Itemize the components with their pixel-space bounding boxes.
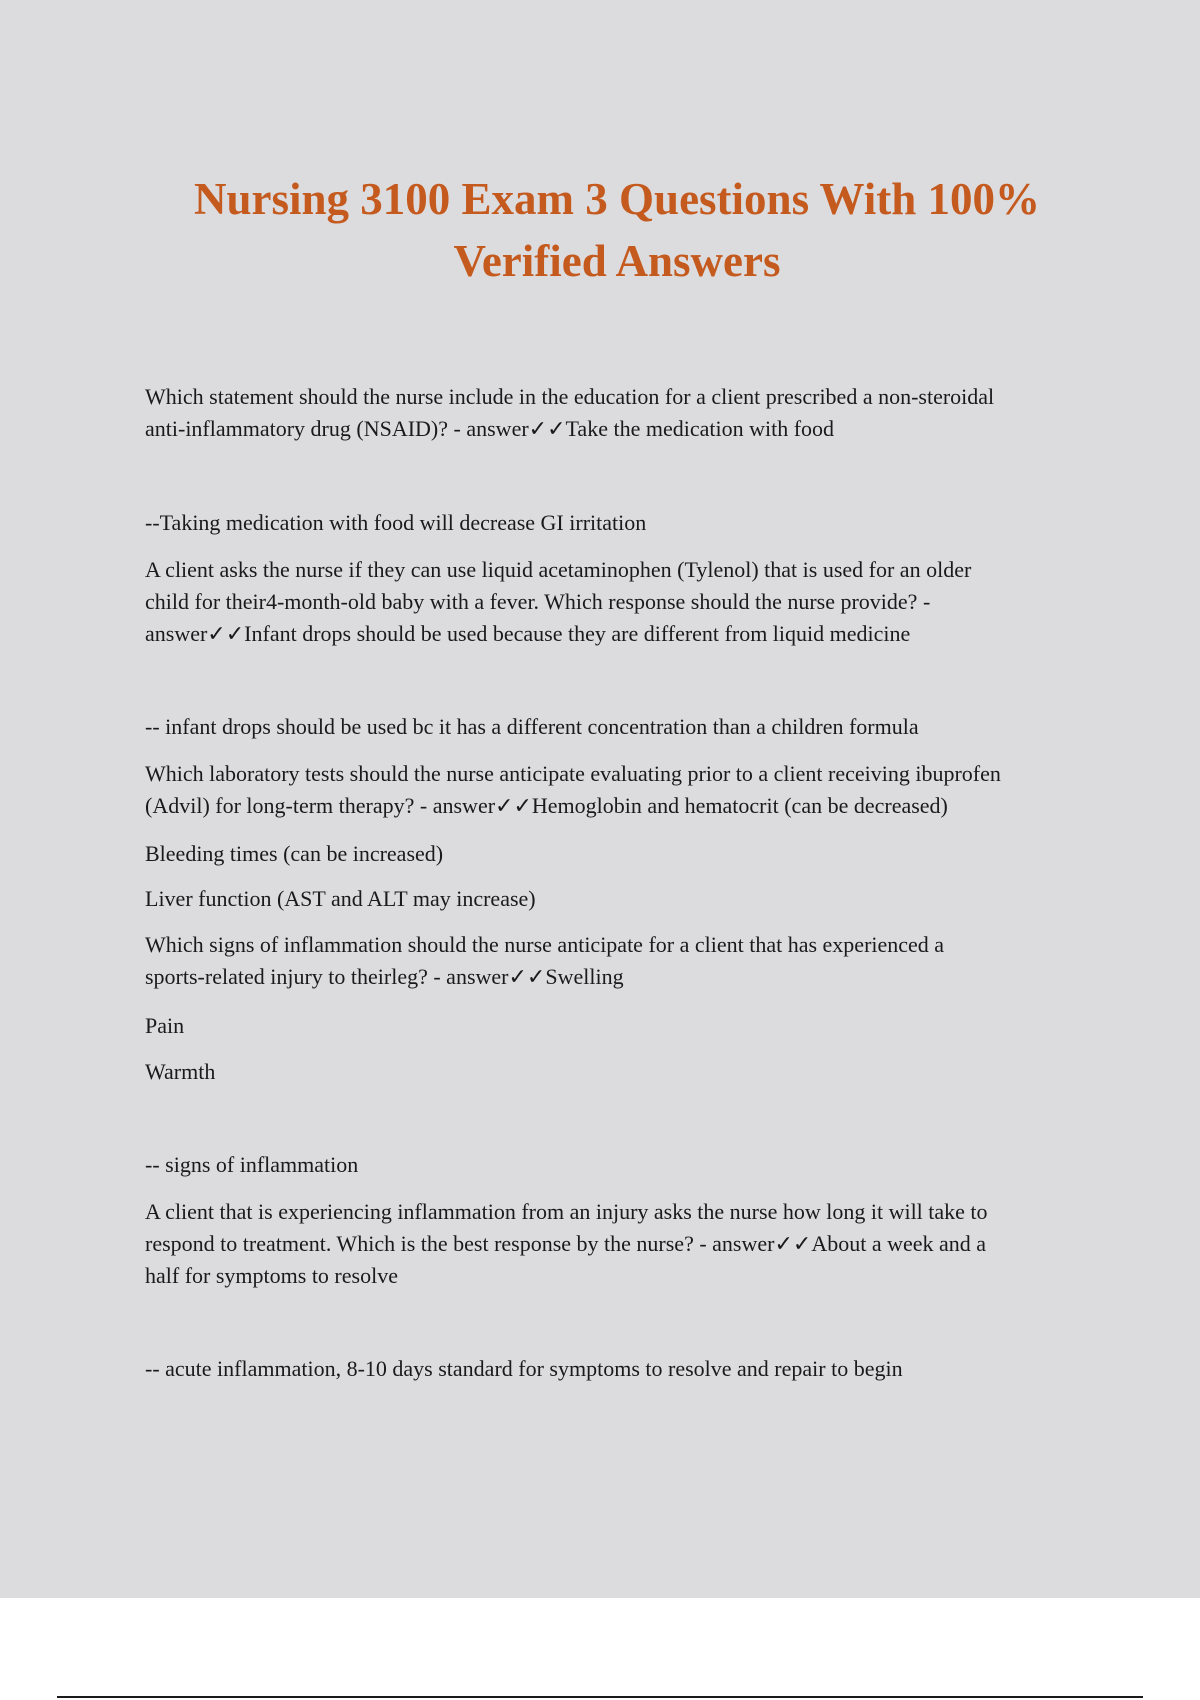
text-line: Warmth — [145, 1059, 216, 1084]
title-line: Nursing 3100 Exam 3 Questions With 100% — [194, 174, 1040, 224]
question-ibuprofen-labs — [145, 758, 1095, 822]
text-line: Pain — [145, 1013, 185, 1038]
text-line: half for symptoms to resolve — [145, 1263, 398, 1288]
question-treatment-duration — [145, 1196, 1095, 1292]
text-line: respond to treatment. Which is the best response by the nurse? - answer✓✓About a week and a — [145, 1231, 987, 1256]
text-line: -- infant drops should be used bc it has a different concentration than a children formula — [145, 714, 919, 739]
text-line: -- acute inflammation, 8-10 days standard for symptoms to resolve and repair to begin — [145, 1356, 903, 1381]
rationale-infant-drops — [145, 711, 1095, 743]
text-line: sports-related injury to theirleg? - answer✓✓Swelling — [145, 964, 624, 989]
text-line: answer✓✓Infant drops should be used because they are different from liquid medicine — [145, 621, 911, 646]
page-divider — [57, 1696, 1143, 1698]
text-line: child for their4-month-old baby with a fever. Which response should the nurse provide? - — [145, 589, 931, 614]
question-nsaid-education — [145, 381, 1095, 445]
answer-liver-function — [145, 883, 1095, 915]
document-title — [0, 168, 1200, 292]
answer-bleeding-times — [145, 838, 1095, 870]
title-line: Verified Answers — [453, 236, 781, 286]
rationale-inflammation-signs — [145, 1149, 1095, 1181]
rationale-nsaid — [145, 507, 1095, 539]
rationale-acute-inflammation — [145, 1353, 1095, 1385]
text-line: Which statement should the nurse include in the education for a client prescribed a non-steroidal — [145, 384, 995, 409]
text-line: (Advil) for long-term therapy? - answer✓✓Hemoglobin and hematocrit (can be decreased) — [145, 793, 948, 818]
text-line: Bleeding times (can be increased) — [145, 841, 444, 866]
text-line: Which laboratory tests should the nurse anticipate evaluating prior to a client receiving ibuprofen — [145, 761, 1001, 786]
text-line: A client that is experiencing inflammation from an injury asks the nurse how long it will take to — [145, 1199, 988, 1224]
answer-pain — [145, 1010, 1095, 1042]
question-acetaminophen — [145, 554, 1095, 650]
text-line: -- signs of inflammation — [145, 1152, 359, 1177]
answer-warmth — [145, 1056, 1095, 1088]
text-line: Liver function (AST and ALT may increase) — [145, 886, 536, 911]
text-line: --Taking medication with food will decrease GI irritation — [145, 510, 647, 535]
question-inflammation-signs — [145, 929, 1095, 993]
text-line: A client asks the nurse if they can use liquid acetaminophen (Tylenol) that is used for an older — [145, 557, 972, 582]
text-line: anti-inflammatory drug (NSAID)? - answer✓✓Take the medication with food — [145, 416, 835, 441]
text-line: Which signs of inflammation should the nurse anticipate for a client that has experienced a — [145, 932, 945, 957]
